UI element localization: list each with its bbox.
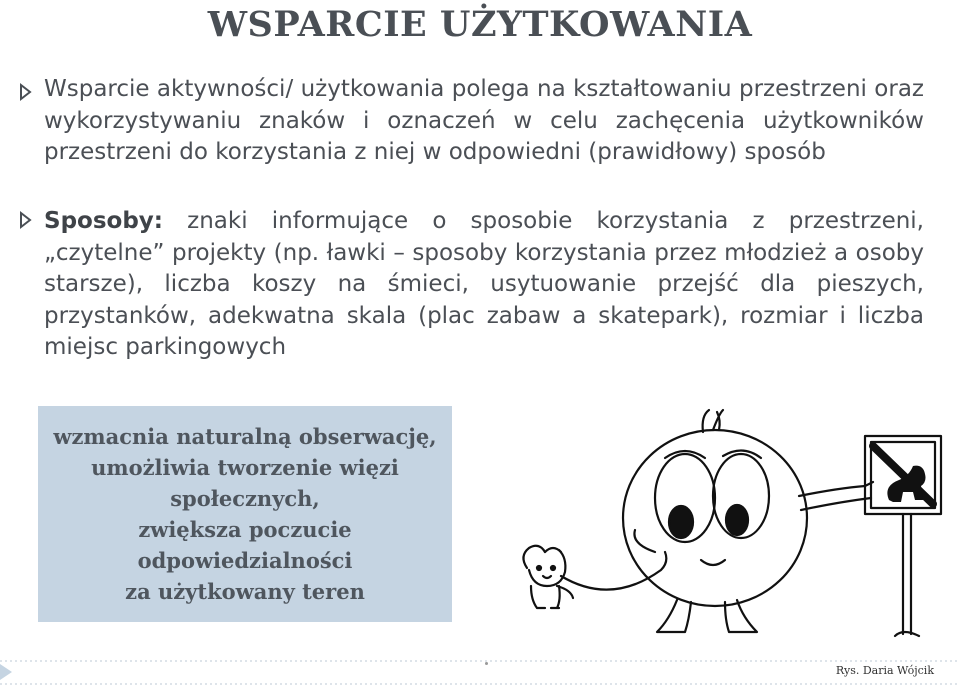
footer-dot: [485, 662, 488, 665]
callout-line: zwiększa poczucie: [138, 517, 352, 542]
callout-line: za użytkowany teren: [125, 579, 365, 604]
callout-line: społecznych,: [170, 486, 320, 511]
bullet-arrow-icon: [16, 210, 36, 230]
bullet-paragraph-2: [44, 206, 924, 364]
bullet-paragraph-1: Wsparcie aktywności/ użytkowania polega na kształtowaniu przestrzeni oraz wykorzystywaniu znaków i oznaczeń w celu zachęcenia użytkowników przestrzeni do korzystania z niej w odpowiedni (prawidłowy) sposób: [44, 76, 924, 165]
page-title: WSPARCIE UŻYTKOWANIA: [207, 4, 753, 45]
bullet-body: znaki informujące o sposobie korzystania z przestrzeni, „czytelne” projekty (np. ławki – sposoby korzystania przez młodzież a osoby starsze), liczba koszy na śmieci, usytuowanie przejść dla pieszych, przystanków, adekwatna skala (plac zabaw a skatepark), rozmiar i liczba miejsc parkingowych: [44, 208, 924, 360]
bullet-arrow-icon: [16, 82, 36, 102]
footer-arrow-icon: [0, 664, 14, 680]
callout-line: wzmacnia naturalną obserwację,: [53, 424, 437, 449]
bullet-lead: Sposoby:: [44, 208, 163, 234]
benefits-callout: [38, 406, 452, 622]
callout-line: umożliwia tworzenie więzi: [91, 455, 399, 480]
character-dog-sign-illustration: [505, 400, 950, 650]
callout-line: odpowiedzialności: [137, 548, 353, 573]
footer-divider: [0, 660, 960, 686]
illustration-credit: Rys. Daria Wójcik: [835, 664, 934, 677]
